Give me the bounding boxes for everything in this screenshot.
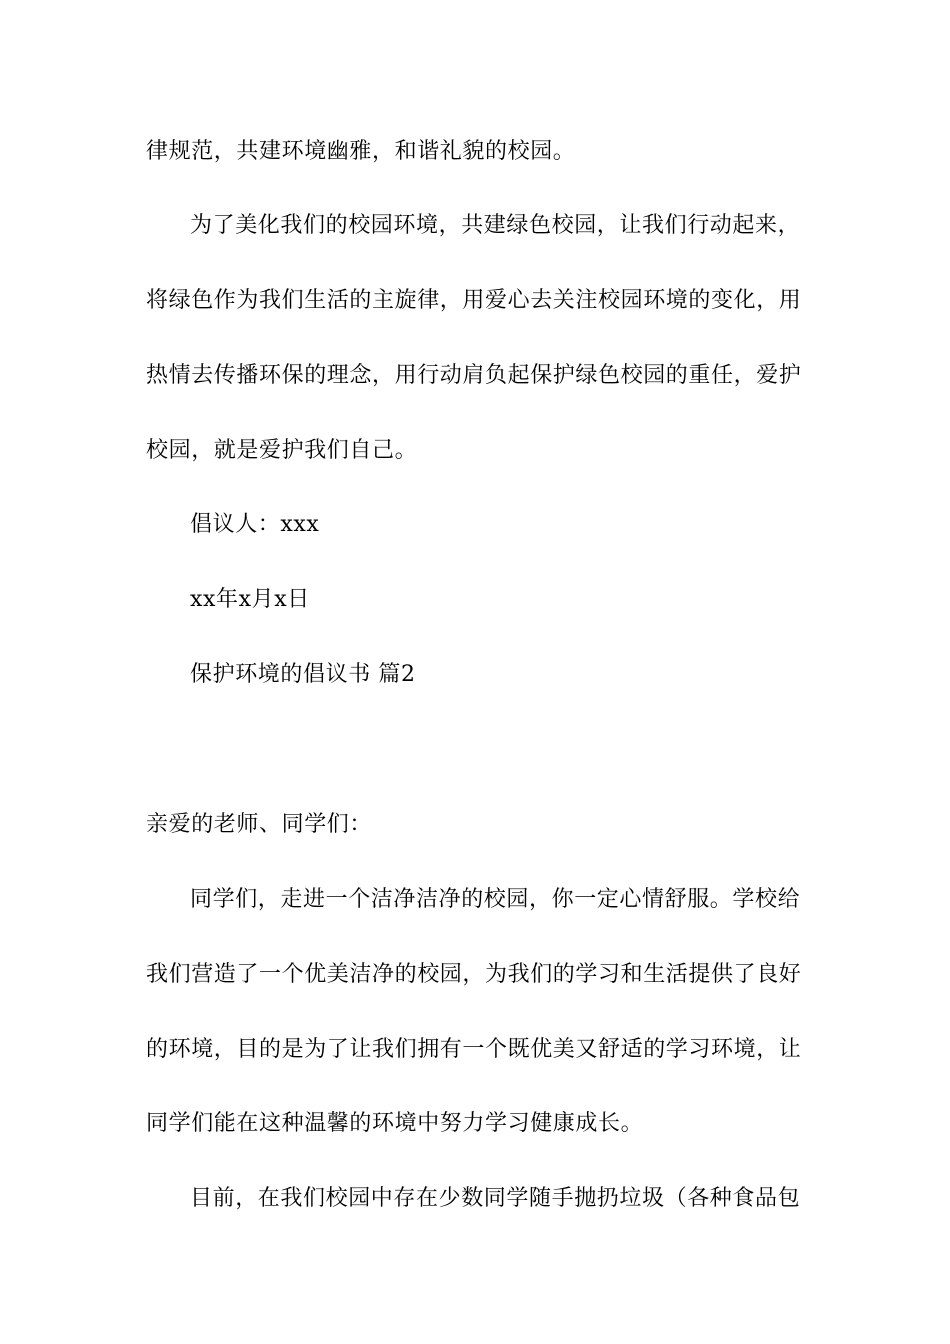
paragraph-line: 的环境，目的是为了让我们拥有一个既优美又舒适的学习环境，让 [146,1037,802,1062]
section-title: 保护环境的倡议书 篇2 [190,662,416,687]
paragraph-line: 同学们，走进一个洁净洁净的校园，你一定心情舒服。学校给 [190,887,801,912]
paragraph-line: 目前，在我们校园中存在少数同学随手抛扔垃圾（各种食品包 [190,1186,801,1211]
date-line: xx年x月x日 [190,587,310,612]
paragraph-line: 将绿色作为我们生活的主旋律，用爱心去关注校园环境的变化，用 [146,288,802,313]
paragraph-line: 热情去传播环保的理念，用行动肩负起保护绿色校园的重任，爱护 [146,363,802,388]
paragraph-line: 校园，就是爱护我们自己。 [146,438,418,463]
salutation-line: 亲爱的老师、同学们： [146,812,373,837]
proposer-line: 倡议人：xxx [190,512,320,537]
paragraph-line: 我们营造了一个优美洁净的校园，为我们的学习和生活提供了良好 [146,962,802,987]
paragraph-line: 律规范，共建环境幽雅，和谐礼貌的校园。 [146,139,576,164]
paragraph-line: 为了美化我们的校园环境，共建绿色校园，让我们行动起来， [190,213,801,238]
paragraph-line: 同学们能在这种温馨的环境中努力学习健康成长。 [146,1111,644,1136]
